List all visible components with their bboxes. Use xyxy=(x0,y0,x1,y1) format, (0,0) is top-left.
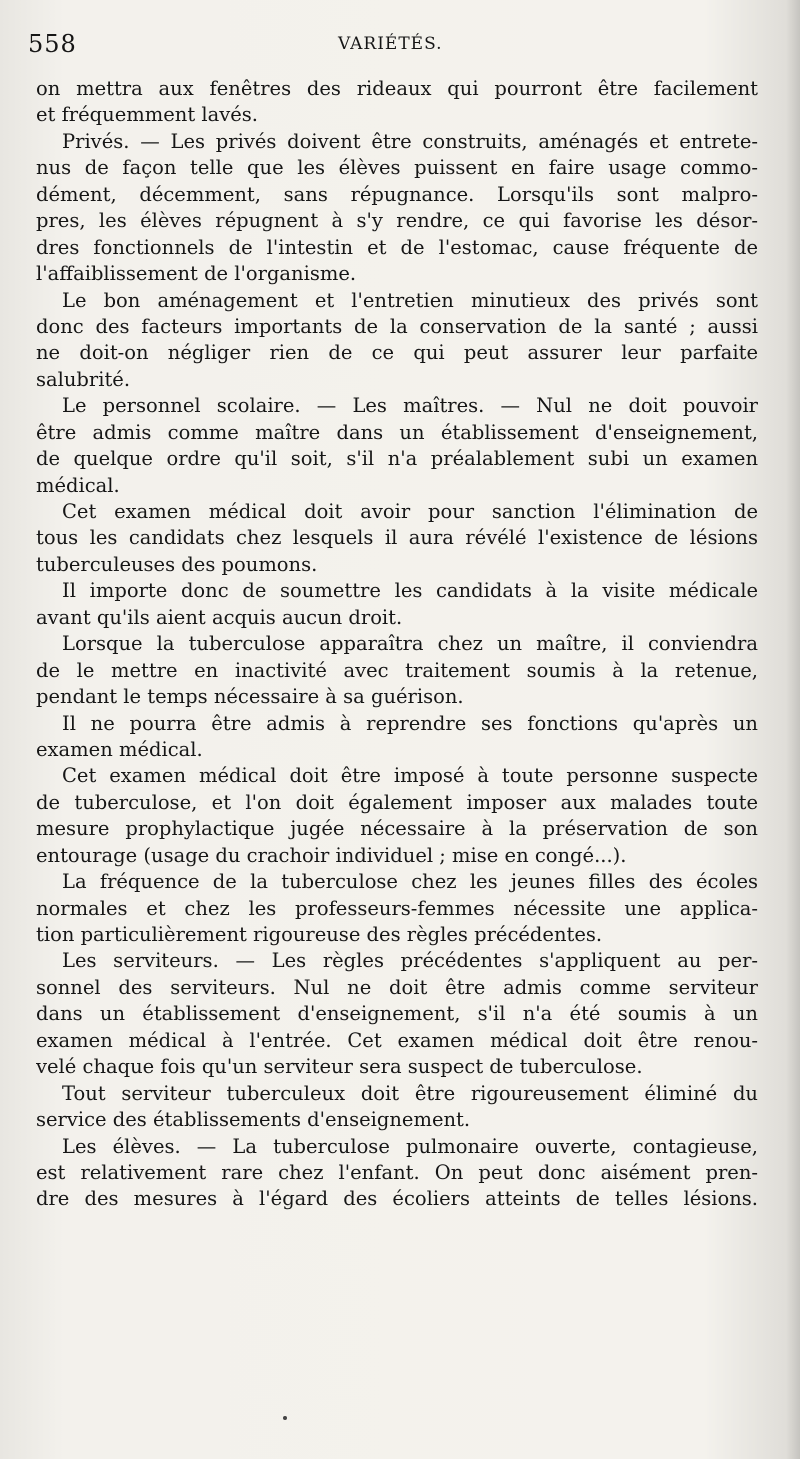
text-line: Privés. — Les privés doivent être construits, aménagés et entrete- xyxy=(62,129,758,153)
text-line: donc des facteurs importants de la conservation de la santé ; aussi xyxy=(36,314,758,338)
page-edge-shadow xyxy=(786,0,800,1459)
body-text xyxy=(36,76,758,1213)
text-line: Les élèves. — La tuberculose pulmonaire ouverte, contagieuse, xyxy=(62,1134,758,1158)
text-line: Les serviteurs. — Les règles précédentes s'appliquent au per- xyxy=(62,949,758,973)
text-line: médical. xyxy=(36,473,120,497)
text-line: être admis comme maître dans un établissement d'enseignement, xyxy=(36,420,758,444)
text-line: Il importe donc de soumettre les candidats à la visite médicale xyxy=(62,579,758,603)
text-line: Tout serviteur tuberculeux doit être rigoureusement éliminé du xyxy=(62,1081,758,1105)
text-line: est relativement rare chez l'enfant. On peut donc aisément pren- xyxy=(36,1160,758,1184)
text-line: de le mettre en inactivité avec traitement soumis à la retenue, xyxy=(36,658,758,682)
text-line: La fréquence de la tuberculose chez les jeunes filles des écoles xyxy=(62,870,758,894)
section-heading-line: Le personnel scolaire. — Les maîtres. — Nul ne doit pouvoir xyxy=(62,394,758,418)
text-line: avant qu'ils aient acquis aucun droit. xyxy=(36,605,403,629)
text-line: on mettra aux fenêtres des rideaux qui pourront être facilement xyxy=(36,77,758,100)
text-line: entourage (usage du crachoir individuel ; mise en congé...). xyxy=(36,843,627,867)
text-line: normales et chez les professeurs-femmes nécessite une applica- xyxy=(36,896,758,920)
page-number: 558 xyxy=(28,30,77,58)
text-line: Lorsque la tuberculose apparaîtra chez un maître, il conviendra xyxy=(62,632,758,656)
text-line: dément, décemment, sans répugnance. Lorsqu'ils sont malpro- xyxy=(36,182,758,206)
text-line: sonnel des serviteurs. Nul ne doit être admis comme serviteur xyxy=(36,975,758,999)
text-line: de quelque ordre qu'il soit, s'il n'a préalablement subi un examen xyxy=(36,447,758,471)
text-line: ne doit-on négliger rien de ce qui peut assurer leur parfaite xyxy=(36,341,758,365)
text-line: service des établissements d'enseignement. xyxy=(36,1108,471,1132)
text-line: tous les candidats chez lesquels il aura révélé l'existence de lésions xyxy=(36,526,758,550)
text-line: Cet examen médical doit avoir pour sanction l'élimination de xyxy=(62,500,758,523)
text-line: dres fonctionnels de l'intestin et de l'estomac, cause fréquente de xyxy=(36,235,758,259)
text-line: l'affaiblissement de l'organisme. xyxy=(36,262,357,286)
text-line: dre des mesures à l'égard des écoliers atteints de telles lésions. xyxy=(36,1187,758,1211)
text-line: Le bon aménagement et l'entretien minutieux des privés sont xyxy=(62,288,758,312)
running-title: VARIÉTÉS. xyxy=(338,34,443,54)
text-line: et fréquemment lavés. xyxy=(36,103,258,127)
text-line: velé chaque fois qu'un serviteur sera suspect de tuberculose. xyxy=(36,1055,643,1079)
print-speck xyxy=(283,1416,287,1420)
text-line: Il ne pourra être admis à reprendre ses fonctions qu'après un xyxy=(62,711,758,735)
text-line: examen médical à l'entrée. Cet examen médical doit être renou- xyxy=(36,1028,758,1052)
text-line: tion particulièrement rigoureuse des règles précédentes. xyxy=(36,923,603,946)
text-line: pres, les élèves répugnent à s'y rendre, ce qui favorise les désor- xyxy=(36,209,758,233)
text-line: pendant le temps nécessaire à sa guérison. xyxy=(36,685,464,709)
text-line: tuberculeuses des poumons. xyxy=(36,552,318,576)
running-head xyxy=(28,30,763,62)
text-line: mesure prophylactique jugée nécessaire à la préservation de son xyxy=(36,817,758,841)
text-line: dans un établissement d'enseignement, s'il n'a été soumis à un xyxy=(36,1002,758,1026)
text-line: examen médical. xyxy=(36,737,203,761)
text-line: salubrité. xyxy=(36,367,131,391)
text-line: de tuberculose, et l'on doit également imposer aux malades toute xyxy=(36,790,758,814)
text-line: nus de façon telle que les élèves puissent en faire usage commo- xyxy=(36,156,758,180)
text-line: Cet examen médical doit être imposé à toute personne suspecte xyxy=(62,764,758,788)
